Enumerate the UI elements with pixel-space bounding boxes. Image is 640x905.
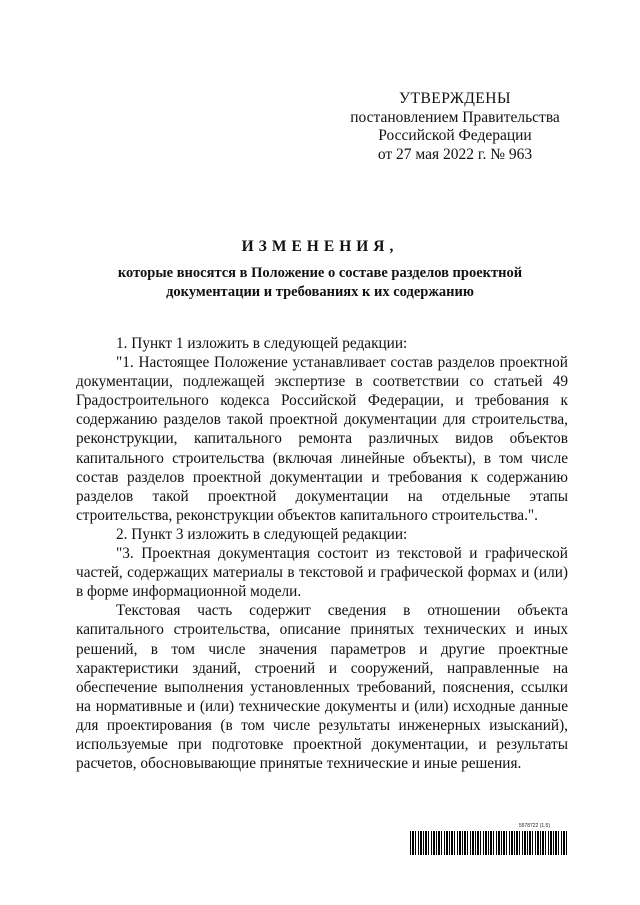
subtitle-line: документации и требованиях к их содержанию: [166, 283, 474, 300]
barcode-block: [410, 823, 568, 857]
approval-date-number: от 27 мая 2022 г. № 963: [377, 145, 533, 163]
approval-heading: УТВЕРЖДЕНЫ: [399, 90, 511, 107]
approval-line: постановлением Правительства: [350, 108, 560, 126]
barcode-number: 5578722 (1.5): [518, 823, 550, 829]
document-title: ИЗМЕНЕНИЯ,: [241, 238, 399, 255]
paragraph: 1. Пункт 1 изложить в следующей редакции:: [116, 335, 408, 352]
document-body: [76, 334, 568, 773]
barcode-icon: [410, 831, 568, 855]
paragraph: 2. Пункт 3 изложить в следующей редакции:: [116, 525, 408, 543]
approval-line: Российской Федерации: [378, 127, 532, 144]
subtitle-line: которые вносятся в Положение о составе разделов проектной: [117, 265, 523, 281]
paragraph: "1. Настоящее Положение устанавливает состав разделов проектной документации, подлежащей экспертизе в соответствии со статьей 49 Градостроительного кодекса Российской Федерации, и требования к содержанию разделов такой проектной документации для строительства, реконструкции, капитального ремонта различных видов объектов капитального строительства (включая линейные объекты), в том числе состав разделов проектной документации и требования к содержанию разделов такой проектной документации на отдельные этапы строительства, реконструкции объектов капитального строительства.".: [76, 354, 568, 524]
paragraph: "3. Проектная документация состоит из текстовой и графической частей, содержащих материалы в текстовой и графической формах и (или) в форме информационной модели.: [76, 545, 568, 601]
approval-stamp: [340, 90, 570, 164]
document-subtitle: [100, 264, 540, 301]
paragraph: Текстовая часть содержит сведения в отношении объекта капитального строительства, описание принятых технических и иных решений, в том числе значения параметров и другие проектные характеристики зданий, строений и сооружений, направленные на обеспечение выполнения установленных требований, пояснения, ссылки на нормативные и (или) технические документы и (или) исходные данные для проектирования (в том числе результаты инженерных изысканий), используемые при подготовке проектной документации, и результаты расчетов, обосновывающие принятые технические и иные решения.: [76, 602, 568, 773]
